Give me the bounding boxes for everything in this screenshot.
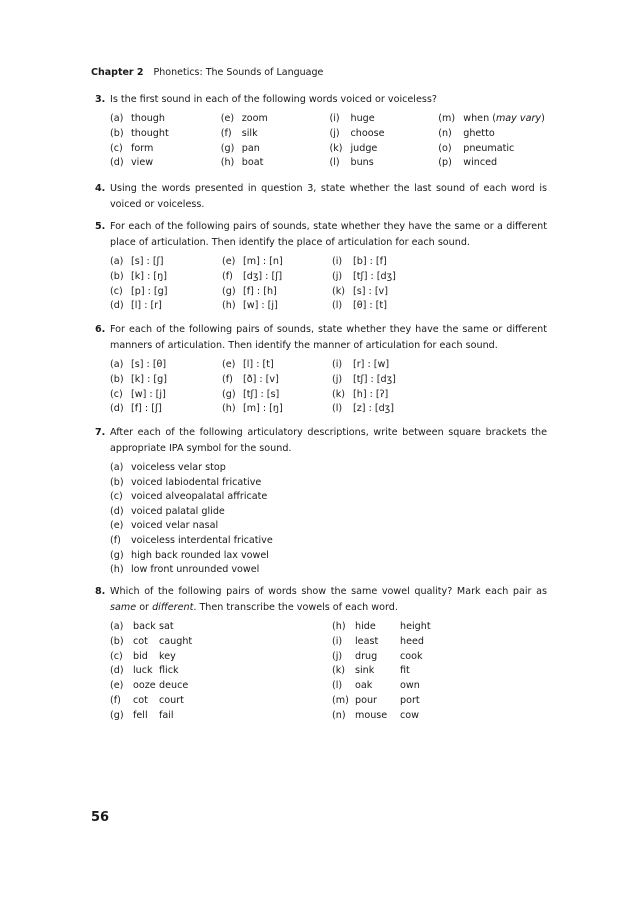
list-item: (b) cot caught — [110, 635, 193, 647]
list-row — [110, 142, 547, 157]
list-item: (h) hide height — [332, 621, 431, 632]
chapter-title: Phonetics: The Sounds of Language — [153, 67, 324, 78]
question-text: Using the words presented in question 3, state whether the last sound of each word is voiced or voiceless. — [110, 183, 547, 210]
list-item: (m) when (may vary) — [438, 112, 547, 127]
list-item: (i) [b] : [f] — [332, 256, 387, 267]
list-item: (j) choose — [329, 127, 385, 139]
list-item: (j) drug cook — [332, 650, 423, 662]
list-row — [110, 112, 547, 127]
question-text: Which of the following pairs of words show the same vowel quality? Mark each pair as same or different. Then transcribe the vowels of each word. — [110, 586, 547, 613]
list-item: (d) [l] : [r] — [110, 300, 162, 312]
list-row — [110, 694, 547, 709]
list-item: (b) voiced labiodental fricative — [110, 476, 262, 488]
list-item: (a) back sat — [110, 621, 174, 632]
question-5 — [95, 219, 547, 314]
list-row — [110, 285, 547, 300]
list-item: (f) silk — [220, 127, 258, 139]
list-item: (a) [s] : [ʃ] — [110, 256, 164, 267]
question-text: After each of the following articulatory descriptions, write between square brackets the appropriate IPA symbol for the sound. — [110, 427, 547, 454]
list-row — [110, 650, 547, 665]
list-item: (l) oak own — [332, 680, 420, 692]
list-item: (i) huge — [329, 113, 375, 124]
question-3 — [95, 92, 547, 171]
list-item: (k) [h] : [ʔ] — [332, 388, 389, 400]
sound-pair-list — [110, 255, 547, 314]
question-4 — [95, 181, 547, 213]
list-row — [110, 358, 547, 373]
question-number: 7. — [95, 427, 106, 438]
list-item: (k) judge — [329, 142, 378, 154]
list-item: (a) though — [110, 113, 165, 124]
list-item: (c) bid key — [110, 650, 176, 662]
word-pair-list — [110, 620, 547, 724]
list-item: (d) luck flick — [110, 665, 179, 677]
list-row — [110, 664, 547, 679]
list-item: (l) [θ] : [t] — [332, 300, 387, 312]
sound-pair-list — [110, 358, 547, 417]
question-6 — [95, 322, 547, 417]
list-item: (g) fell fail — [110, 709, 174, 721]
list-item: (f) [dʒ] : [ʃ] — [222, 270, 283, 282]
list-item: (e) [l] : [t] — [222, 359, 274, 370]
list-item: (a) voiceless velar stop — [110, 462, 226, 473]
list-row — [110, 635, 547, 650]
list-item: (h) boat — [220, 157, 264, 169]
page-number: 56 — [91, 810, 110, 825]
question-text: Is the first sound in each of the following words voiced or voiceless? — [110, 94, 437, 105]
list-item: (f) voiceless interdental fricative — [110, 534, 273, 546]
list-row — [110, 388, 547, 403]
question-number: 4. — [95, 183, 106, 194]
list-row — [110, 255, 547, 270]
list-item: (n) ghetto — [438, 127, 495, 139]
list-item: (e) ooze deuce — [110, 680, 189, 692]
list-item: (k) [s] : [v] — [332, 285, 388, 297]
list-item: (p) winced — [438, 157, 498, 169]
list-row — [110, 679, 547, 694]
word-list — [110, 112, 547, 171]
list-item: (i) least heed — [332, 635, 424, 647]
list-item: (g) [f] : [h] — [222, 285, 277, 297]
list-item: (c) form — [110, 142, 154, 154]
list-item: (g) high back rounded lax vowel — [110, 549, 269, 561]
question-8 — [95, 584, 547, 724]
list-item: (d) voiced palatal glide — [110, 505, 225, 517]
list-row — [110, 299, 547, 314]
question-text: For each of the following pairs of sounds, state whether they have the same or a different place of articulation. Then identify the place of articulation for each sound. — [110, 221, 547, 248]
list-item: (l) buns — [329, 157, 374, 169]
list-row — [110, 620, 547, 635]
question-number: 8. — [95, 586, 106, 597]
list-item: (h) [w] : [j] — [222, 300, 278, 312]
list-item: (d) [f] : [ʃ] — [110, 403, 162, 415]
question-number: 5. — [95, 221, 106, 232]
list-item: (l) [z] : [dʒ] — [332, 403, 394, 415]
list-item: (n) mouse cow — [332, 709, 419, 721]
question-number: 3. — [95, 94, 106, 105]
list-item: (c) voiced alveopalatal affricate — [110, 491, 268, 503]
list-item: (e) voiced velar nasal — [110, 520, 219, 532]
list-row — [110, 156, 547, 171]
list-item: (c) [p] : [g] — [110, 285, 168, 297]
list-item: (a) [s] : [θ] — [110, 359, 167, 370]
chapter-label: Chapter 2 — [91, 67, 144, 78]
list-row — [110, 127, 547, 142]
list-item: (i) [r] : [w] — [332, 359, 390, 370]
list-item: (k) sink fit — [332, 665, 410, 677]
list-item: (o) pneumatic — [438, 142, 515, 154]
list-item: (j) [tʃ] : [dʒ] — [332, 373, 396, 385]
list-row — [110, 373, 547, 388]
list-item: (e) [m] : [n] — [222, 256, 283, 267]
list-item: (d) view — [110, 157, 154, 169]
list-item: (f) [ð] : [v] — [222, 373, 279, 385]
list-item: (e) zoom — [220, 113, 268, 124]
question-number: 6. — [95, 324, 106, 335]
item-when-may-vary: when (may vary) — [463, 113, 545, 124]
list-item: (f) cot court — [110, 694, 184, 706]
list-item: (b) [k] : [ŋ] — [110, 270, 167, 282]
list-item: (g) [tʃ] : [s] — [222, 388, 280, 400]
list-item: (g) pan — [220, 142, 260, 154]
list-item: (c) [w] : [j] — [110, 388, 166, 400]
list-row — [110, 709, 547, 724]
list-item: (j) [tʃ] : [dʒ] — [332, 270, 396, 282]
list-row — [110, 402, 547, 417]
list-row — [110, 270, 547, 285]
list-item: (b) thought — [110, 127, 169, 139]
question-7 — [95, 425, 547, 578]
running-header — [91, 67, 323, 78]
list-item: (m) pour port — [332, 694, 420, 706]
list-item: (h) low front unrounded vowel — [110, 564, 260, 576]
description-list — [110, 461, 547, 578]
list-item: (h) [m] : [ŋ] — [222, 403, 283, 415]
question-text: For each of the following pairs of sounds, state whether they have the same or different manners of articulation. Then identify the manner of articulation for each sound. — [110, 324, 547, 351]
list-item: (b) [k] : [g] — [110, 373, 167, 385]
